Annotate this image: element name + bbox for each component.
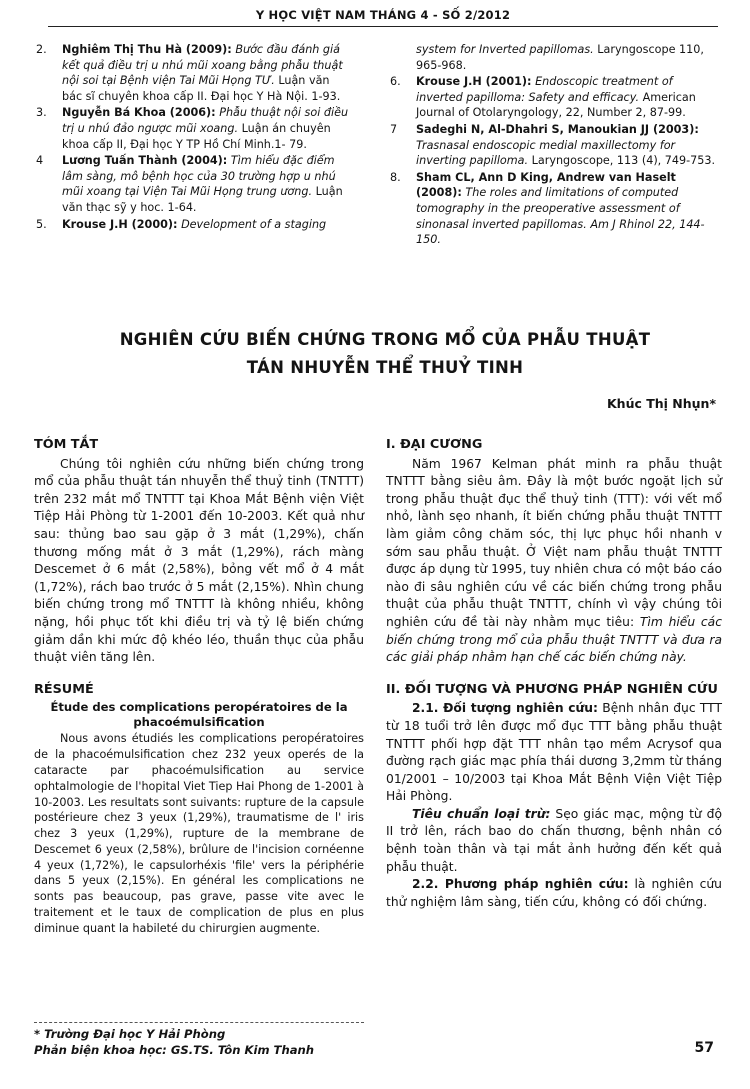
journal-header: Y HỌC VIỆT NAM THÁNG 4 - SỐ 2/2012	[48, 8, 718, 27]
reference-source: Laryngoscope 110, 965-968.	[416, 43, 704, 72]
reference-number: 2.	[36, 43, 47, 56]
exclusion-criteria-body: Sẹo giác mạc, mộng từ độ II trở lên, rách bao do chấn thương, bệnh nhân có bệnh toàn thân và tại mắt ảnh hưởng đến kết quả phẫu thuật.	[386, 806, 722, 874]
reference-number: 4	[36, 154, 44, 168]
reference-title: The roles and limitations of computed tomography in the preoperative assessment of sinonasal inverted papillomas. Am J Rhinol 22, 144-150.	[416, 186, 705, 247]
reference-title: Tìm hiểu đặc điểm lâm sàng, mô bệnh học của 30 trường hợp u nhú mũi xoang tại Viện Tai Mũi Họng trung ương.	[62, 154, 336, 199]
reference-item	[386, 122, 722, 169]
reference-author: Sadeghi N, Al-Dhahri S, Manoukian JJ (2003):	[416, 122, 699, 136]
section-2-heading: II. ĐỐI TƯỢNG VÀ PHƯƠNG PHÁP NGHIÊN CỨU	[386, 681, 718, 697]
exclusion-criteria-paragraph	[386, 806, 722, 876]
footnote	[34, 1026, 374, 1058]
section-2-1-label: 2.1. Đối tượng nghiên cứu:	[412, 701, 598, 716]
abstract-heading: TÓM TẮT	[34, 437, 99, 452]
references-right	[386, 42, 722, 249]
resume-title: Étude des complications peropératoires de la phacoémulsification	[50, 700, 348, 730]
title-line-1: NGHIÊN CỨU BIẾN CHỨNG TRONG MỔ CỦA PHẪU THUẬT	[119, 330, 651, 349]
footnote-reviewer: Phản biện khoa học: GS.TS. Tôn Kim Thanh	[34, 1043, 315, 1057]
reference-number: 8.	[390, 170, 401, 184]
reference-author: Lương Tuấn Thành (2004):	[62, 154, 228, 168]
reference-author: Sham CL, Ann D King, Andrew van Haselt (2008):	[416, 170, 676, 200]
title-line-2: TÁN NHUYỄN THỂ THUỶ TINH	[246, 358, 524, 377]
reference-item	[386, 74, 722, 121]
reference-number: 7	[390, 122, 398, 136]
reference-author: Krouse J.H (2000):	[62, 217, 178, 231]
reference-author: Krouse J.H (2001):	[416, 75, 532, 89]
reference-author: Nghiêm Thị Thu Hà (2009):	[62, 43, 232, 56]
footnote-divider	[34, 1022, 364, 1023]
reference-source: Luận văn thạc sỹ y hoc. 1-64.	[62, 185, 343, 214]
reference-item	[32, 42, 352, 104]
reference-number: 5.	[36, 217, 47, 231]
resume-heading: RÉSUMÉ	[34, 681, 94, 697]
reference-number: 3.	[36, 106, 47, 120]
resume-body: Nous avons étudiés les complications peropératoires de la phacoémulsification chez 232 yeux operés de la cataracte par phacoémulsification au service ophtalmologie de l'hopital Viet Tiep Hai Phong de 1-2001 à 10-2003. Les resultats sont suivants: rupture de la capsule postérieure chez 3 yeux (1,29%), traumatisme de l' iris chez 3 yeux (1,29%), rupture de la membrane de Descemet 6 yeux (2,58%), brûlure de l'incision cornéenne 4 yeux (1,72%), le capsulorhéxis 'file' vers la périphérie dans 5 yeux (2,15%). En général les complications ne sonts pas beaucoup, pas grave, passe vite avec le traitement et le taux de complication de plus en plus diminue quant la habileté du chirurgien augmente.	[34, 732, 364, 935]
right-column	[386, 436, 722, 911]
reference-source: Luận văn bác sĩ chuyên khoa cấp II. Đại học Y Hà Nội. 1-93.	[62, 74, 341, 103]
reference-source: Laryngoscope, 113 (4), 749-753.	[531, 154, 716, 168]
reference-source: Luận án chuyên khoa cấp II, Đại học Y TP Hồ Chí Minh.1- 79.	[62, 121, 331, 151]
section-1-heading: I. ĐẠI CƯƠNG	[386, 437, 483, 452]
section-2-2-body: là nghiên cứu thử nghiệm lâm sàng, tiến cứu, không có đối chứng.	[386, 877, 722, 909]
reference-title: system for Inverted papillomas.	[416, 43, 594, 56]
reference-title: Trasnasal endoscopic medial maxillectomy for inverting papilloma.	[416, 138, 676, 168]
reference-title: Bước đầu đánh giá kết quả điều trị u nhú mũi xoang bằng phẫu thuật nội soi tại Bệnh viện Tai Mũi Họng TƯ.	[62, 43, 343, 88]
reference-title: Phẫu thuật nội soi điều trị u nhú đảo ngược mũi xoang.	[62, 106, 349, 135]
article-title	[60, 326, 710, 382]
reference-author: Nguyễn Bá Khoa (2006):	[62, 106, 216, 120]
section-2-2-label: 2.2. Phương pháp nghiên cứu:	[412, 877, 629, 892]
section-2-1-paragraph	[386, 700, 722, 806]
section-1-goal: Tìm hiểu các biến chứng trong mổ của phẫu thuật TNTTT và đưa ra các giải pháp nhằm hạn chế các biến chứng này.	[386, 614, 722, 665]
reference-source: American Journal of Otolaryngology, 22, Number 2, 87-99.	[416, 90, 696, 120]
footnote-affiliation: * Trường Đại học Y Hải Phòng	[34, 1027, 226, 1041]
references-left	[32, 42, 352, 233]
section-2-1-body: Bệnh nhân đục TTT từ 18 tuổi trở lên được mổ đục TTT bằng phẫu thuật TNTTT phối hợp đặt TTT nhân tạo mềm Acrysof qua đường rạch giác mạc phía thái dương 3,2mm từ tháng 01/2001 – 10/2003 tại Khoa Mắt Bệnh Viện Việt Tiệp Hải Phòng.	[386, 701, 722, 804]
exclusion-criteria-label: Tiêu chuẩn loại trừ:	[412, 806, 551, 821]
section-1-text: Năm 1967 Kelman phát minh ra phẫu thuật TNTTT bằng siêu âm. Đây là một bước ngoặt lịch sử trong phẫu thuật đục thể thuỷ tinh (TTT): với vết mổ nhỏ, lành sẹo nhanh, ít biến chứng phẫu thuật TNTTT làm giảm công chăm sóc, thị lực phục hồi nhanh v sớm sau phẫu thuật. Ở Việt nam phẫu thuật TNTTT được áp dụng từ 1995, tuy nhiên chưa có một báo cáo nào đi sâu nghiên cứu về các biến chứng trong phẫu thuật của phẫu thuật TNTTT, chính vì vậy chúng tôi nghiên cứu đề tài này nhằm mục tiêu:	[386, 456, 722, 629]
reference-number: 6.	[390, 75, 401, 89]
reference-item	[32, 217, 352, 233]
left-column	[34, 436, 364, 937]
reference-item	[386, 42, 722, 73]
reference-title: Endoscopic treatment of inverted papilloma: Safety and efficacy.	[416, 75, 673, 104]
reference-item	[32, 105, 352, 152]
section-1-body	[386, 456, 722, 667]
page-number: 57	[694, 1040, 714, 1056]
reference-item	[32, 153, 352, 215]
article-author: Khúc Thị Nhụn*	[606, 396, 716, 411]
reference-item	[386, 170, 722, 248]
reference-title: Development of a staging	[181, 217, 327, 231]
section-2-2-paragraph	[386, 876, 722, 911]
abstract-body: Chúng tôi nghiên cứu những biến chứng trong mổ của phẫu thuật tán nhuyễn thể thuỷ tinh (TNTTT) trên 232 mắt mổ TNTTT tại Khoa Mắt Bệnh viện Việt Tiệp Hải Phòng từ 1-2001 đến 10-2003. Kết quả như sau: thủng bao sau gặp ở 3 mắt (1,29%), chấn thương mống mắt ở 3 mắt (1,29%), rách màng Descemet ở 6 mắt (2,58%), bỏng vết mổ ở 4 mắt (1,72%), rách bao trước ở 5 mắt (2,15%). Nhìn chung biến chứng trong mổ TNTTT là không nhiều, không nặng, hồi phục tốt khi điều trị và tỷ lệ biến chứng giảm dần khi mức độ khéo léo, thuần thục của phẫu thuật viên tăng lên.	[34, 456, 364, 665]
